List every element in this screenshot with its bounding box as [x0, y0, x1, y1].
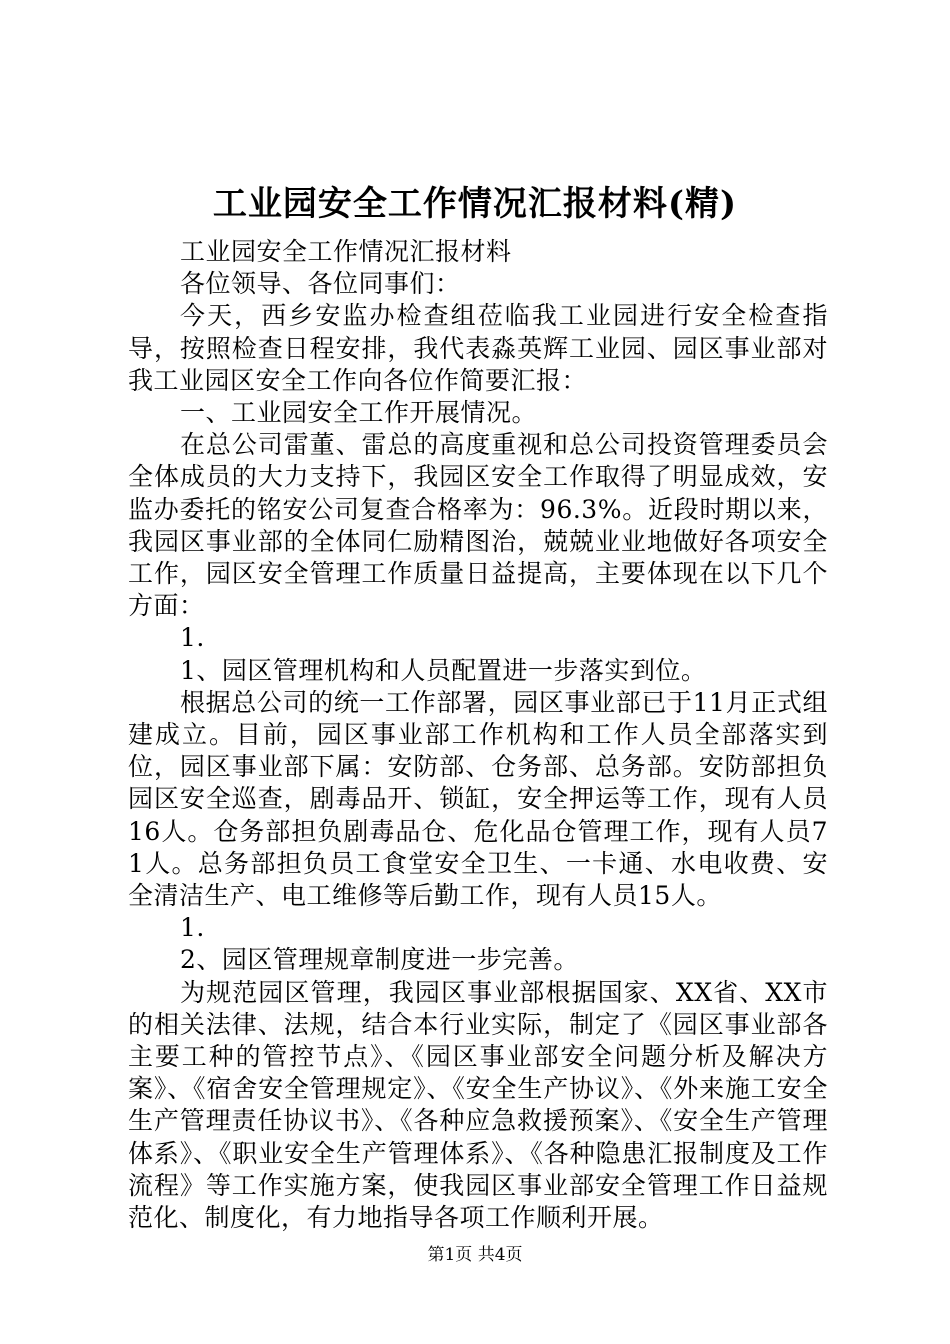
subsection-heading: 2、园区管理规章制度进一步完善。 [180, 945, 579, 975]
section-heading: 一、工业园安全工作开展情况。 [180, 398, 538, 428]
paragraph-intro: 今天，西乡安监办检查组莅临我工业园进行安全检查指导，按照检查日程安排，我代表淼英辉工业园、园区事业部对我工业园区安全工作向各位作简要汇报： [128, 301, 828, 395]
subsection-heading: 1、园区管理机构和人员配置进一步落实到位。 [180, 655, 707, 685]
paragraph-overview: 在总公司雷董、雷总的高度重视和总公司投资管理委员会全体成员的大力支持下，我园区安全工作取得了明显成效，安监办委托的铭安公司复查合格率为：96.3%。近段时期以来，我园区事业部的全体同仁励精图治，兢兢业业地做好各项安全工作，园区安全管理工作质量日益提高，主要体现在以下几个方面： [128, 430, 828, 621]
paragraph-organization: 根据总公司的统一工作部署，园区事业部已于11月正式组建成立。目前，园区事业部工作机构和工作人员全部落实到位，园区事业部下属：安防部、仓务部、总务部。安防部担负园区安全巡查，剧毒品开、锁缸，安全押运等工作，现有人员16人。仓务部担负剧毒品仓、危化品仓管理工作，现有人员71人。总务部担负员工食堂安全卫生、一卡通、水电收费、安全清洁生产、电工维修等后勤工作，现有人员15人。 [128, 687, 828, 911]
list-marker: 1. [180, 913, 205, 943]
page-footer: 第1页 共4页 [427, 1245, 523, 1265]
document-title: 工业园安全工作情况汇报材料(精) [212, 184, 738, 224]
paragraph-regulations: 为规范园区管理，我园区事业部根据国家、XX省、XX市的相关法律、法规，结合本行业实际，制定了《园区事业部各主要工种的管控节点》、《园区事业部安全问题分析及解决方案》、《宿舍安全管理规定》、《安全生产协议》、《外来施工安全生产管理责任协议书》、《各种应急救援预案》、《安全生产管理体系》、《职业安全生产管理体系》、《各种隐患汇报制度及工作流程》等工作实施方案，使我园区事业部安全管理工作日益规范化、制度化，有力地指导各项工作顺利开展。 [128, 977, 828, 1233]
paragraph-subtitle: 工业园安全工作情况汇报材料 [180, 237, 512, 266]
document-body [128, 236, 828, 1234]
list-marker: 1. [180, 623, 205, 653]
paragraph-salutation: 各位领导、各位同事们： [180, 269, 461, 299]
